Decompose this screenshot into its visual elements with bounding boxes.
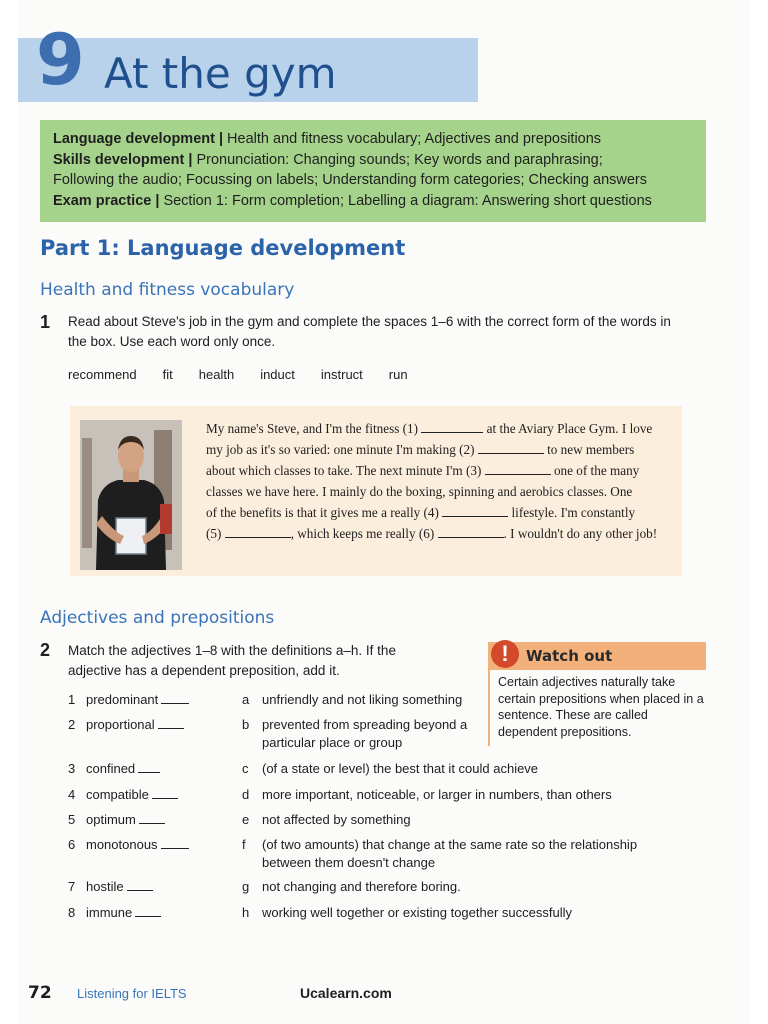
word-box-item: run — [388, 367, 408, 382]
adjective-word: compatible — [86, 787, 149, 802]
text-fragment: , which keeps me really (6) — [290, 526, 438, 541]
text-fragment: at the Aviary Place Gym. I love — [483, 421, 653, 436]
exclamation-icon: ! — [491, 640, 519, 668]
adjective-item — [68, 716, 184, 734]
adjective-item — [68, 760, 160, 778]
answer-line[interactable] — [158, 719, 184, 729]
section-heading-adjectives: Adjectives and prepositions — [40, 608, 275, 628]
adjective-number: 1 — [68, 692, 76, 707]
exercise-2-instruction — [68, 641, 468, 681]
section-heading-vocabulary: Health and fitness vocabulary — [40, 280, 295, 300]
person-photo-icon — [80, 420, 182, 570]
definition-letter: e — [242, 812, 250, 827]
definition-text: working well together or existing together successfully — [262, 905, 572, 920]
adjective-item — [68, 904, 161, 922]
answer-blank-5[interactable] — [225, 526, 291, 538]
part-heading: Part 1: Language development — [40, 236, 406, 260]
adjective-number: 5 — [68, 812, 76, 827]
exercise-number-2: 2 — [40, 640, 51, 660]
definition-item — [242, 836, 662, 872]
definition-item — [242, 811, 702, 829]
definition-letter: d — [242, 787, 250, 802]
definition-text: not affected by something — [262, 812, 411, 827]
adjective-number: 8 — [68, 905, 76, 920]
answer-line[interactable] — [139, 814, 165, 824]
word-box-item: fit — [162, 367, 173, 382]
definition-letter: g — [242, 879, 250, 894]
definition-item — [242, 786, 702, 804]
steve-text-box — [70, 406, 682, 576]
answer-blank-4[interactable] — [442, 505, 508, 517]
definition-item — [242, 904, 702, 922]
adjective-item — [68, 878, 153, 896]
answer-line[interactable] — [127, 881, 153, 891]
overview-language-label: Language development | — [53, 131, 224, 147]
exercise-2-instruction-line-2: adjective has a dependent preposition, add it. — [68, 663, 340, 678]
answer-blank-1[interactable] — [421, 421, 483, 433]
answer-line[interactable] — [152, 789, 178, 799]
text-fragment: My name's Steve, and I'm the fitness (1) — [206, 421, 422, 436]
adjective-item — [68, 786, 178, 804]
watch-out-title: Watch out — [526, 647, 613, 665]
watch-out-body: Certain adjectives naturally take certain prepositions when placed in a sentence. These are called dependent prepositions. — [488, 670, 706, 746]
word-box-item: instruct — [320, 367, 363, 382]
exercise-1-instruction-line-1: Read about Steve's job in the gym and complete the spaces 1–6 with the correct form of the words in — [68, 314, 671, 329]
adjective-item — [68, 691, 189, 709]
overview-skills-text: Pronunciation: Changing sounds; Key words and paraphrasing; — [192, 151, 603, 168]
overview-skills-label: Skills development | — [53, 151, 193, 168]
unit-overview-box — [40, 120, 706, 222]
answer-line[interactable] — [161, 839, 189, 849]
unit-number: 9 — [36, 19, 85, 101]
adjective-word: monotonous — [86, 837, 158, 852]
page-number: 72 — [28, 983, 52, 1003]
definition-item — [242, 878, 702, 896]
overview-skills-line-2: Following the audio; Focussing on labels; Understanding form categories; Checking answers — [53, 172, 648, 188]
definition-item — [242, 716, 472, 752]
answer-line[interactable] — [135, 907, 161, 917]
definition-item — [242, 760, 702, 778]
definition-text: more important, noticeable, or larger in numbers, than others — [262, 787, 612, 802]
text-fragment: . I wouldn't do any other job! — [503, 526, 658, 541]
text-fragment: my job as it's so varied: one minute I'm making (2) — [206, 442, 478, 457]
definition-text: unfriendly and not liking something — [262, 692, 463, 707]
adjective-word: proportional — [86, 717, 155, 732]
text-fragment: about which classes to take. The next minute I'm (3) — [206, 463, 485, 478]
answer-line[interactable] — [161, 694, 189, 704]
answer-blank-2[interactable] — [478, 442, 544, 454]
adjective-number: 6 — [68, 837, 76, 852]
definition-letter: c — [242, 761, 249, 776]
adjective-word: predominant — [86, 692, 159, 707]
adjective-item — [68, 811, 165, 829]
adjective-number: 3 — [68, 761, 76, 776]
steve-photo — [80, 420, 182, 570]
answer-blank-6[interactable] — [438, 526, 504, 538]
exercise-1-instruction — [68, 312, 671, 352]
word-box-item: recommend — [68, 367, 137, 382]
adjective-number: 4 — [68, 787, 76, 802]
adjective-number: 2 — [68, 717, 76, 732]
exercise-1-instruction-line-2: the box. Use each word only once. — [68, 334, 276, 349]
text-fragment: to new members — [543, 442, 635, 457]
word-box — [68, 364, 448, 386]
definition-letter: b — [242, 717, 250, 732]
text-fragment: lifestyle. I'm constantly — [508, 505, 636, 520]
definition-item — [242, 691, 482, 709]
overview-exam-label: Exam practice | — [53, 192, 160, 209]
text-fragment: (5) — [206, 526, 225, 541]
adjective-number: 7 — [68, 879, 76, 894]
adjective-word: immune — [86, 905, 133, 920]
definition-letter: f — [242, 837, 246, 852]
text-fragment: one of the many — [550, 463, 640, 478]
definition-letter: h — [242, 905, 250, 920]
answer-line[interactable] — [138, 763, 160, 773]
overview-skills-line — [53, 150, 706, 171]
adjective-word: optimum — [86, 812, 136, 827]
exercise-number-1: 1 — [40, 312, 51, 332]
overview-language-text: Health and fitness vocabulary; Adjectives and prepositions — [223, 131, 602, 147]
overview-exam-text: Section 1: Form completion; Labelling a diagram: Answering short questions — [159, 192, 652, 209]
text-fragment: of the benefits is that it gives me a really (4) — [206, 505, 443, 520]
site-watermark: Ucalearn.com — [300, 985, 392, 1001]
text-fragment: classes we have here. I mainly do the boxing, spinning and aerobics classes. One — [206, 484, 633, 499]
adjective-word: confined — [86, 761, 136, 776]
adjective-item — [68, 836, 189, 854]
book-title: Listening for IELTS — [77, 986, 187, 1001]
watch-out-box — [488, 642, 706, 746]
word-box-item: induct — [260, 367, 295, 382]
overview-exam-line — [53, 191, 706, 212]
answer-blank-3[interactable] — [485, 463, 551, 475]
overview-language-line — [53, 129, 706, 150]
definition-letter: a — [242, 692, 250, 707]
steve-paragraph — [206, 418, 676, 544]
definition-text: (of a state or level) the best that it could achieve — [262, 761, 539, 776]
definition-text: (of two amounts) that change at the same rate so the relationship between them doesn't change — [262, 837, 638, 870]
exercise-2-instruction-line-1: Match the adjectives 1–8 with the definitions a–h. If the — [68, 643, 396, 658]
definition-text: prevented from spreading beyond a particular place or group — [262, 717, 468, 750]
word-box-item: health — [198, 367, 235, 382]
definition-text: not changing and therefore boring. — [262, 879, 461, 894]
adjective-word: hostile — [86, 879, 124, 894]
unit-title: At the gym — [104, 49, 337, 98]
